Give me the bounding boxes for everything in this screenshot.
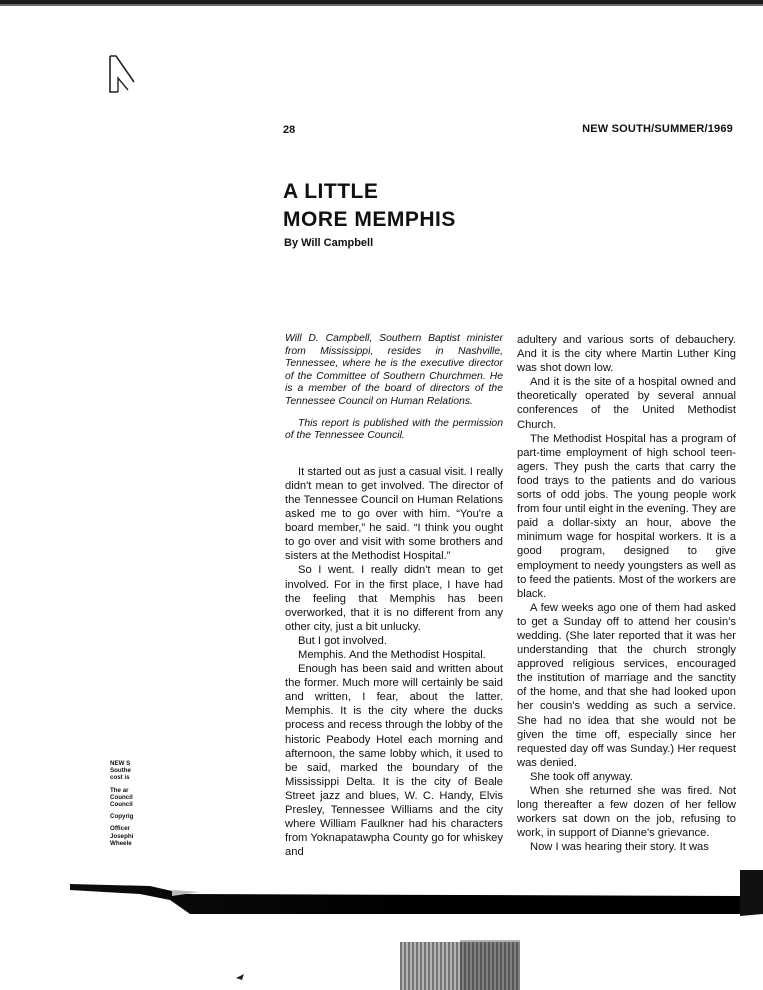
margin-fragments [110, 760, 142, 852]
margin-fragment: Council [110, 793, 133, 801]
scan-edge-top [0, 0, 763, 10]
body-paragraph: Now I was hearing their story. It was [530, 841, 709, 854]
article-column-left [285, 333, 503, 859]
margin-fragment: Southe [110, 767, 131, 775]
title-line-1: A LITTLE [283, 180, 379, 203]
margin-fragment: Copyrig [110, 813, 134, 821]
body-paragraph: adultery and various sorts of debauchery. And it is the city where Martin Luther King was shot down low. [517, 334, 736, 375]
article-title [283, 178, 456, 234]
body-paragraph: She took off anyway. [530, 770, 633, 783]
body-paragraph: Memphis. And the Methodist Hospital. [298, 648, 486, 661]
title-line-2: MORE MEMPHIS [283, 208, 456, 231]
body-paragraph: A few weeks ago one of them had asked to get a Sunday off to attend her cousin's wedding. (She later reported that it was her understanding that the church strongly approved religious services, encouraged the institution of marriage and the sanctity of the home, and that she had looked upon her cousin's wedding as such a service. She had no idea that she would not be given the time off, especially since her requested day off was Sunday.) Her request was denied. [517, 601, 736, 769]
body-paragraph: And it is the site of a hospital owned and theoretically operated by several annual conferences of the United Methodist Church. [517, 376, 736, 431]
author-bio: Will D. Campbell, Southern Baptist minister from Mississippi, resides in Nashville, Tennessee, where he is the executive director of the Committee of Southern Churchmen. He is a member of the board of directors of the Tennessee Council on Human Relations. [285, 333, 503, 407]
margin-fragment-group [110, 760, 142, 782]
permission-note: This report is published with the permission of the Tennessee Council. [285, 417, 503, 442]
body-paragraph: So I went. I really didn't mean to get involved. For in the first place, I have had the feeling that Memphis has been overworked, that it is no different from any other city, just a bit unlucky. [285, 564, 503, 633]
corner-mark-icon [104, 52, 140, 98]
body-paragraph: When she returned she was fired. Not long thereafter a few dozen of her fellow workers sat down on the job, refusing to work, in support of Dianne's grievance. [517, 785, 736, 840]
body-paragraph: But I got involved. [298, 634, 387, 647]
byline: By Will Campbell [284, 237, 374, 249]
body-paragraph: Enough has been said and written about the former. Much more will certainly be said and written, I fear, about the latter. Memphis. It is the city where the ducks process and recess through the lobby of the historic Peabody Hotel each morning and afternoon, the same lobby which, it used to be said, marked the boundary of the Mississippi Delta. It is the city of Beale Street jazz and blues, W. C. Handy, Elvis Presley, Tennessee Williams and the city where William Faulkner had his characters from Yoknapatawpha County go for whiskey and [285, 663, 503, 859]
body-paragraph: The Methodist Hospital has a program of part-time employment of high school teen-agers. They push the carts that carry the food trays to the patients and do various sorts of odd jobs. The young people work from four until eight in the evening. They are paid a dollar-sixty an hour, above the minimum wage for hospital workers. It is a good program, designed to give employment to needy youngsters as well as to feed the patients. Most of the workers are black. [517, 432, 736, 600]
margin-fragment: Josephi [110, 832, 134, 840]
margin-fragment: Officer [110, 825, 130, 833]
margin-fragment-group [110, 787, 142, 809]
margin-fragment-group [110, 813, 142, 820]
page-number: 28 [283, 124, 296, 136]
article-column-right [517, 333, 736, 854]
scan-edge-bottom [0, 870, 763, 990]
margin-fragment: NEW S [110, 760, 131, 767]
column-gap [285, 443, 503, 465]
running-head: NEW SOUTH/SUMMER/1969 [582, 123, 733, 135]
body-paragraph: It started out as just a casual visit. I really didn't mean to get involved. The director of the Tennessee Council on Human Relations asked me to go over with him. “You're a board member,” he said. “I think you ought to go over and visit with some brothers and sisters at the Methodist Hospital.” [285, 465, 503, 563]
margin-fragment: cost is [110, 774, 130, 782]
margin-fragment: Wheele [110, 839, 132, 847]
margin-fragment-group [110, 825, 142, 847]
margin-fragment: Council [110, 801, 133, 809]
margin-fragment: The ar [110, 786, 129, 794]
